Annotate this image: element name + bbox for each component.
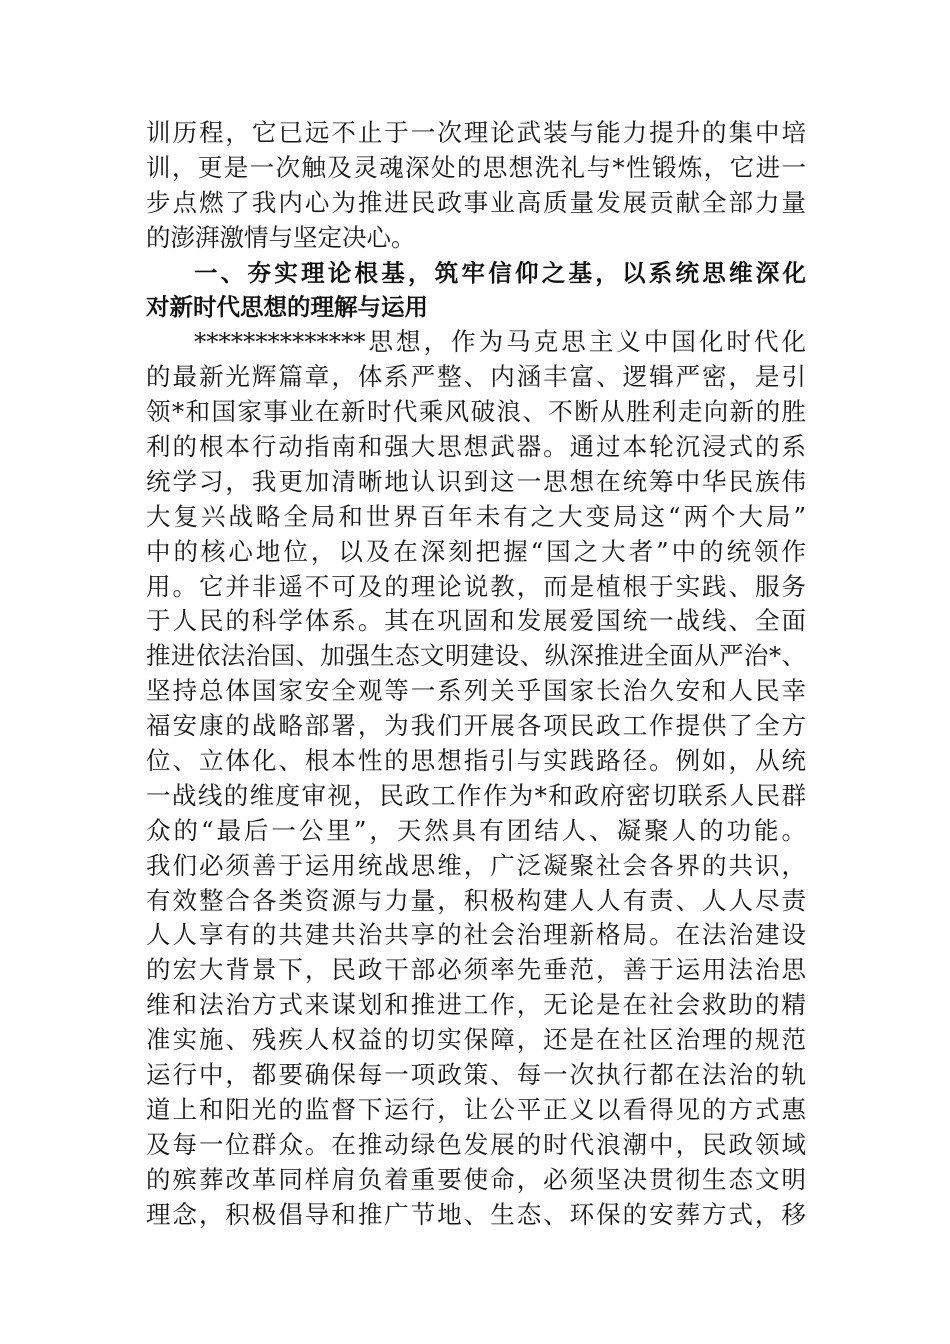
text-line: 推进依法治国、加强生态文明建设、纵深推进全面从严治*、 [146,641,806,671]
text-line: 的宏大背景下，民政干部必须率先垂范，善于运用法治思 [146,955,806,985]
text-line: 坚持总体国家安全观等一系列关乎国家长治久安和人民幸 [146,676,806,706]
text-line: 的澎湃激情与坚定决心。 [146,222,416,252]
text-line: 训，更是一次触及灵魂深处的思想洗礼与*性锻炼，它进一 [146,152,806,182]
text-line: 大复兴战略全局和世界百年未有之大变局这“两个大局” [146,501,806,531]
text-line: 有效整合各类资源与力量，积极构建人人有责、人人尽责 [146,885,806,915]
text-line: 利的根本行动指南和强大思想武器。通过本轮沉浸式的系 [146,432,806,462]
text-line: 用。它并非遥不可及的理论说教，而是植根于实践、服务 [146,571,806,601]
text-line: 道上和阳光的监督下运行，让公平正义以看得见的方式惠 [146,1094,806,1124]
heading-line: 一、夯实理论根基，筑牢信仰之基，以系统思维深化 [194,258,806,287]
text-line: 福安康的战略部署，为我们开展各项民政工作提供了全方 [146,711,806,741]
text-line: 及每一位群众。在推动绿色发展的时代浪潮中，民政领域 [146,1129,806,1159]
text-line: 准实施、残疾人权益的切实保障，还是在社区治理的规范 [146,1025,806,1055]
section-heading [146,256,806,326]
text-line: **************思想，作为马克思主义中国化时代化 [194,327,806,357]
text-line: 于人民的科学体系。其在巩固和发展爱国统一战线、全面 [146,606,806,636]
heading-line: 对新时代思想的理解与运用 [146,293,428,322]
text-line: 领*和国家事业在新时代乘风破浪、不断从胜利走向新的胜 [146,397,806,427]
text-line: 的最新光辉篇章，体系严整、内涵丰富、逻辑严密，是引 [146,362,806,392]
text-line: 众的“最后一公里”，天然具有团结人、凝聚人的功能。 [146,815,806,845]
document-text [146,116,806,1233]
text-line: 中的核心地位，以及在深刻把握“国之大者”中的统领作 [146,536,806,566]
text-line: 一战线的维度审视，民政工作作为*和政府密切联系人民群 [146,780,806,810]
intro-paragraph [146,116,806,256]
text-line: 步点燃了我内心为推进民政事业高质量发展贡献全部力量 [146,187,806,217]
text-line: 位、立体化、根本性的思想指引与实践路径。例如，从统 [146,746,806,776]
text-line: 统学习，我更加清晰地认识到这一思想在统筹中华民族伟 [146,466,806,496]
text-line: 运行中，都要确保每一项政策、每一次执行都在法治的轨 [146,1060,806,1090]
text-line: 人人享有的共建共治共享的社会治理新格局。在法治建设 [146,920,806,950]
body-paragraph [146,325,806,1232]
text-line: 理念，积极倡导和推广节地、生态、环保的安葬方式，移 [146,1199,806,1229]
text-line: 训历程，它已远不止于一次理论武装与能力提升的集中培 [146,118,806,147]
text-line: 维和法治方式来谋划和推进工作，无论是在社会救助的精 [146,990,806,1020]
text-line: 的殡葬改革同样肩负着重要使命，必须坚决贯彻生态文明 [146,1164,806,1194]
text-line: 我们必须善于运用统战思维，广泛凝聚社会各界的共识， [146,850,806,880]
